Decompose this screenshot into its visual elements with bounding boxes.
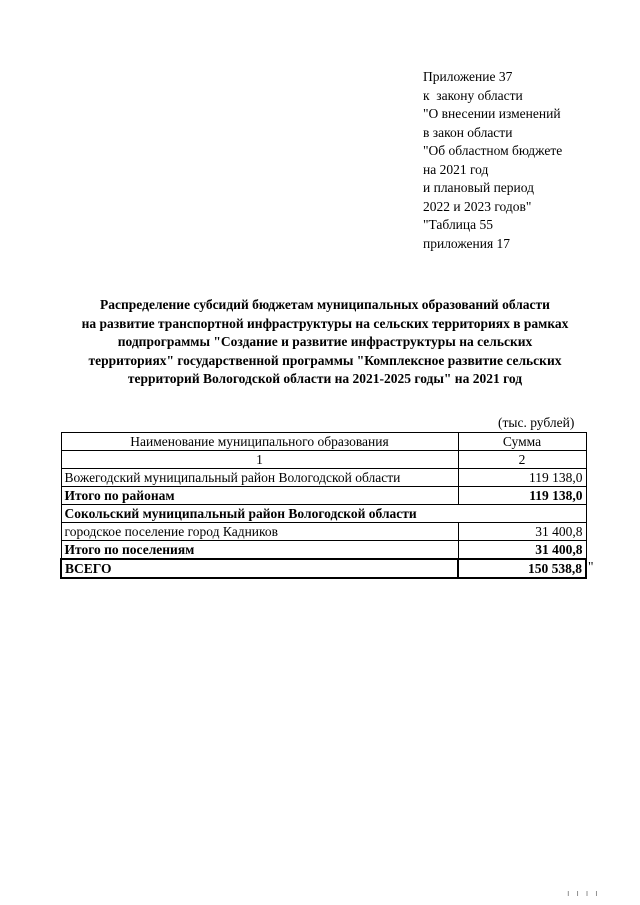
row-sum-cell: 119 138,0	[458, 487, 586, 505]
title-line: подпрограммы "Создание и развитие инфраструктуры на сельских	[117, 334, 533, 349]
page-footer-mark: ı ı ı ı	[567, 889, 600, 899]
appendix-line: на 2021 год	[423, 161, 489, 177]
row-sum-cell: 31 400,8	[458, 523, 586, 541]
total-sum-cell: 150 538,8	[458, 559, 586, 578]
table-row	[61, 541, 586, 560]
table-header-row	[61, 433, 586, 451]
unit-label: (тыс. рублей)	[498, 415, 575, 430]
table-row	[61, 523, 586, 541]
row-name-cell: городское поселение город Кадников	[61, 523, 458, 541]
appendix-line: 2022 и 2023 годов"	[423, 198, 532, 214]
table-total-row	[61, 559, 586, 578]
table-row	[61, 469, 586, 487]
row-name-cell: Сокольский муниципальный район Вологодской области	[61, 505, 586, 523]
appendix-line: "О внесении изменений	[423, 106, 561, 121]
title-line: территорий Вологодской области на 2021-2025 годы" на 2021 год	[127, 371, 523, 386]
appendix-line: Приложение 37	[423, 69, 513, 84]
row-name-cell: Итого по поселениям	[61, 541, 458, 560]
table-row	[61, 505, 586, 523]
header-sum-cell: Сумма	[458, 433, 586, 451]
subsidy-table	[60, 432, 587, 579]
appendix-line: и плановый период	[423, 180, 534, 195]
document-title	[55, 296, 595, 389]
title-line: Распределение субсидий бюджетам муниципальных образований области	[100, 297, 550, 312]
row-name-cell: Вожегодский муниципальный район Вологодской области	[61, 469, 458, 487]
table-numbering-row	[61, 451, 586, 469]
appendix-reference	[423, 68, 562, 253]
total-name-cell: ВСЕГО	[61, 559, 458, 578]
appendix-line: приложения 17	[423, 235, 511, 251]
title-line: территориях" государственной программы "Комплексное развитие сельских	[88, 352, 562, 368]
header-name-cell: Наименование муниципального образования	[61, 433, 458, 451]
appendix-line: к закону области	[423, 87, 523, 103]
numbering-name-cell: 1	[61, 451, 458, 469]
table-row	[61, 487, 586, 505]
appendix-line: "Об областном бюджете	[423, 143, 563, 158]
title-line: на развитие транспортной инфраструктуры на сельских территориях в рамках	[81, 315, 569, 331]
row-sum-cell: 31 400,8	[458, 541, 586, 560]
appendix-line: "Таблица 55	[423, 217, 493, 232]
numbering-sum-cell: 2	[458, 451, 586, 469]
row-name-cell: Итого по районам	[61, 487, 458, 505]
appendix-line: в закон области	[423, 124, 513, 140]
closing-quote: "	[588, 559, 594, 574]
row-sum-cell: 119 138,0	[458, 469, 586, 487]
